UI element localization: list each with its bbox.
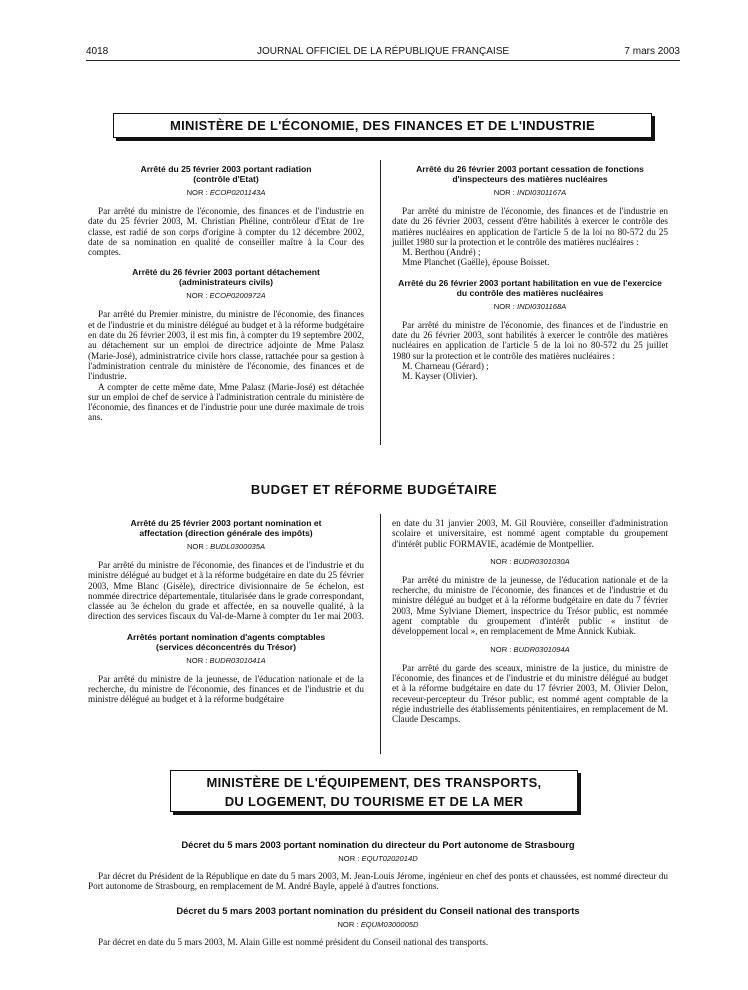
running-header bbox=[86, 46, 680, 61]
nor-reference: NOR : INDI0301167A bbox=[493, 188, 567, 197]
nor-reference: NOR : ECOP0200972A bbox=[186, 291, 266, 301]
section-heading-budget: BUDGET ET RÉFORME BUDGÉTAIRE bbox=[250, 482, 498, 497]
decree-paragraph: Par décret en date du 5 mars 2003, M. Alain Gille est nommé président du Conseil national des transports. bbox=[98, 936, 489, 947]
decree-title: Arrêté du 26 février 2003 portant détachement (administrateurs civils) bbox=[132, 267, 320, 288]
decree-paragraph: Par arrêté du ministre de l'économie, des finances et de l'industrie en date du 25 février 2003, M. Christian Phéline, contrôleur d'Etat de 1re classe, est radié de son corps d'origine à compter du 12 décembre 2002, date de sa nomination en qualité de conseiller maître à la Cour des comptes. bbox=[88, 206, 364, 258]
column-divider bbox=[380, 160, 381, 445]
column-divider bbox=[380, 514, 381, 754]
decree-title: Arrêtés portant nomination d'agents comptables (services déconcentrés du Trésor) bbox=[126, 631, 326, 652]
ministry2-decrees bbox=[88, 840, 668, 947]
decree-paragraph: Par arrêté du ministre de la jeunesse, de l'éducation nationale et de la recherche, du ministre de l'économie, des finances et de l'industrie et du ministre délégué au budget et à la réforme budgétaire en date du 7 février 2003, Mme Sylviane Diemert, inspectrice du Trésor public, est nommée agent comptable du groupement d'intérêt public « institut de développement local », en remplacement de Mme Annick Kubiak. bbox=[392, 574, 668, 637]
continued-paragraph: en date du 31 janvier 2003, M. Gil Rouvière, conseiller d'administration scolaire et universitaire, est nommé agent comptable du groupement d'intérêt public FORMAVIE, académie de Montpellier. bbox=[392, 518, 668, 549]
ministry1-right-column bbox=[392, 164, 668, 382]
decree-paragraph: Par arrêté du garde des sceaux, ministre de la justice, du ministre de l'économie, des finances et de l'industrie et du ministre délégué au budget et à la réforme budgétaire en date du 17 février 2003, M. Olivier Delon, receveur-percepteur du Trésor public, est nommé agent comptable de la régie industrielle des établissements pénitentiaires, en remplacement de M. Claude Descamps. bbox=[392, 662, 668, 725]
name-entry: Mme Planchet (Gaëlle), épouse Boisset. bbox=[402, 257, 550, 268]
budget-left-column bbox=[88, 518, 364, 705]
ministry1-left-column bbox=[88, 164, 364, 423]
decree-title: Arrêté du 26 février 2003 portant habilitation en vue de l'exercice du contrôle des matières nucléaires bbox=[398, 277, 662, 298]
name-entry: M. Berthou (André) ; bbox=[402, 247, 481, 258]
decree-paragraph: Par arrêté du ministre de la jeunesse, de l'éducation nationale et de la recherche, du ministre de l'économie, des finances et de l'industrie et du ministre délégué au budget et à la réforme budgétaire bbox=[88, 673, 364, 705]
name-entry: M. Kayser (Olivier). bbox=[402, 371, 478, 382]
decree-title: Arrêté du 25 février 2003 portant radiation (contrôle d'Etat) bbox=[140, 164, 312, 184]
decree-paragraph: Par arrêté du Premier ministre, du ministre de l'économie, des finances et de l'industrie et du ministre délégué au budget et à la réforme budgétaire en date du 26 février 2003, il est mis fin, à compter du 19 septembre 2002, au détachement sur un emploi de directrice adjointe de Mme Palasz (Marie-José), administratrice civile hors classe, rattachée pour sa gestion à l'administration centrale du ministère de l'économie, des finances et de l'industrie. bbox=[88, 309, 364, 382]
decree-paragraph: Par arrêté du ministre de l'économie, des finances et de l'industrie en date du 26 février 2003, sont habilités à exercer le contrôle des matières nucléaires en application de l'article 5 de la loi no 80-572 du 25 juillet 1980 sur la protection et le contrôle des matières nucléaires : bbox=[392, 319, 668, 361]
nor-reference: NOR : INDI0301168A bbox=[493, 301, 567, 311]
decree-paragraph: Par décret du Président de la République en date du 5 mars 2003, M. Jean-Louis Jérome, ingénieur en chef des ponts et chaussées, est nommé directeur du Port autonome de Strasbourg, en remplacement de M. André Bayle, appelé à d'autres fonctions. bbox=[88, 871, 668, 892]
budget-right-column bbox=[392, 518, 668, 724]
nor-reference: NOR : BUDR0301030A bbox=[490, 556, 570, 566]
ministry-heading-line: DU LOGEMENT, DU TOURISME ET DE LA MER bbox=[224, 794, 524, 809]
decree-title: Décret du 5 mars 2003 portant nomination du président du Conseil national des transports bbox=[176, 904, 580, 916]
nor-reference: NOR : ECOP0201143A bbox=[186, 188, 266, 197]
nor-reference: NOR : EQUT0202014D bbox=[338, 854, 418, 863]
decree-paragraph: Par arrêté du ministre de l'économie, des finances et de l'industrie en date du 26 février 2003, cessent d'être habilités à exercer le contrôle des matières nucléaires en application de l'article 5 de la loi no 80-572 du 25 juillet 1980 sur la protection et le contrôle des matières nucléaires : bbox=[392, 206, 668, 247]
decree-title: Arrêté du 25 février 2003 portant nomination et affectation (direction générale des impôts) bbox=[130, 518, 322, 538]
decree-paragraph: Par arrêté du ministre de l'économie, des finances et de l'industrie et du ministre délégué au budget et à la réforme budgétaire en date du 25 février 2003, Mme Blanc (Gisèle), directrice divisionnaire de 5e échelon, est nommée directrice départementale, titularisée dans le grade correspondant, classée au 3e échelon du grade et affectée, en sa nouvelle qualité, à la direction des services fiscaux du Val-de-Marne à compter du 1er mai 2003. bbox=[88, 560, 364, 622]
decree-paragraph: A compter de cette même date, Mme Palasz (Marie-José) est détachée sur un emploi de chef de service à l'administration centrale du ministère de l'économie, des finances et de l'industrie pour une durée maximale de trois ans. bbox=[88, 381, 364, 423]
ministry-heading-economy: MINISTÈRE DE L'ÉCONOMIE, DES FINANCES ET DE L'INDUSTRIE bbox=[113, 113, 652, 138]
nor-reference: NOR : BUDR0301094A bbox=[490, 644, 570, 654]
decree-title: Arrêté du 26 février 2003 portant cessation de fonctions d'inspecteurs des matières nucléaires bbox=[416, 164, 644, 184]
decree-title: Décret du 5 mars 2003 portant nomination du directeur du Port autonome de Strasbourg bbox=[181, 839, 575, 850]
journal-title: JOURNAL OFFICIEL DE LA RÉPUBLIQUE FRANÇAISE bbox=[256, 46, 510, 57]
nor-reference: NOR : BUDL0300035A bbox=[186, 542, 266, 551]
nor-reference: NOR : BUDR0301041A bbox=[186, 655, 266, 665]
issue-date: 7 mars 2003 bbox=[624, 46, 680, 57]
ministry-heading-line: MINISTÈRE DE L'ÉQUIPEMENT, DES TRANSPORTS, bbox=[206, 775, 542, 790]
page-number: 4018 bbox=[86, 46, 109, 57]
ministry-heading-equipment bbox=[170, 770, 578, 812]
nor-reference: NOR : EQUM0300005D bbox=[337, 919, 419, 929]
name-entry: M. Charneau (Gérard) ; bbox=[402, 360, 489, 371]
